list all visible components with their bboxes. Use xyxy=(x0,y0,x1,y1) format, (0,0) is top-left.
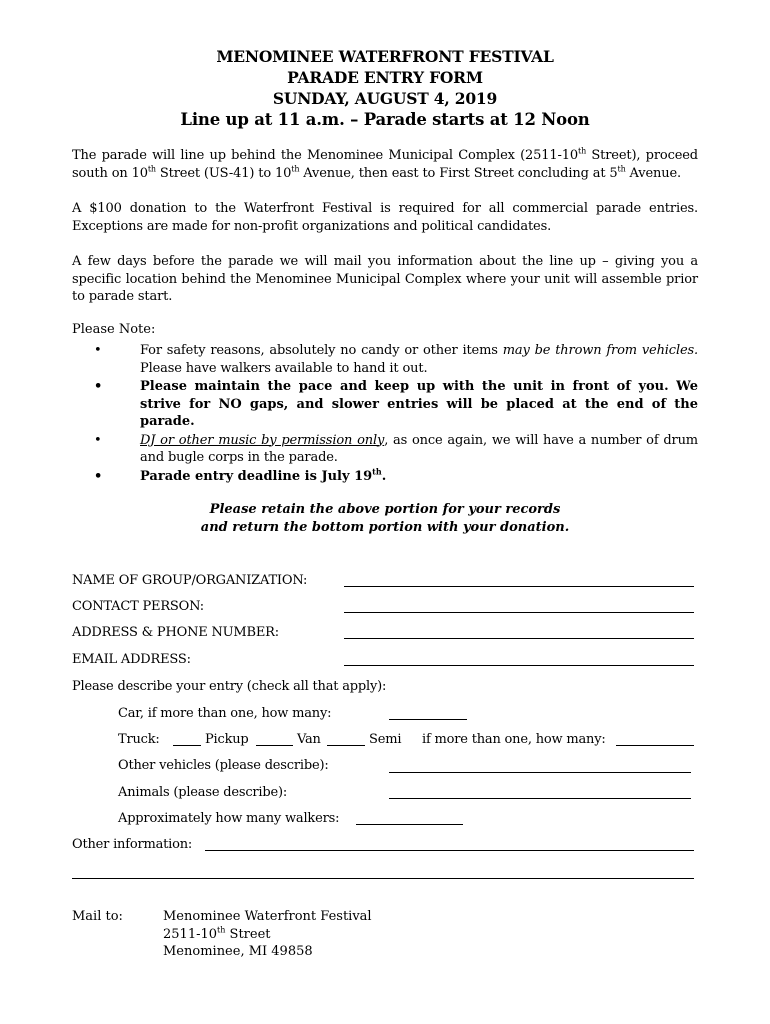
truck-count-field[interactable] xyxy=(616,745,694,746)
car-count-label: Car, if more than one, how many: xyxy=(118,706,332,721)
mailing-city: Menominee, MI 49858 xyxy=(163,944,313,959)
please-note-label: Please Note: xyxy=(72,322,156,337)
other-information-field[interactable] xyxy=(205,850,694,851)
contact-person-label: CONTACT PERSON: xyxy=(72,599,204,614)
notes-list xyxy=(72,342,698,486)
mail-info-paragraph: A few days before the parade we will mail you information about the line up – giving you a specific location behind the Menominee Municipal Complex where your unit will assemble prior to parade start. xyxy=(72,254,698,304)
van-check-field[interactable] xyxy=(256,745,293,746)
bullet-icon: • xyxy=(94,468,103,484)
mail-to-label: Mail to: xyxy=(72,909,123,924)
other-vehicles-label: Other vehicles (please describe): xyxy=(118,758,329,773)
route-paragraph: The parade will line up behind the Menominee Municipal Complex (2511-10th Street), proceed south on 10th Street (US-41) to 10th Avenue, then east to First Street concluding at 5th Avenue. xyxy=(72,146,698,181)
semi-check-field[interactable] xyxy=(327,745,365,746)
mailing-address xyxy=(163,908,372,961)
festival-title: MENOMINEE WATERFRONT FESTIVAL xyxy=(216,47,554,66)
email-address-label: EMAIL ADDRESS: xyxy=(72,652,191,667)
bullet-icon: • xyxy=(94,343,102,358)
list-item: • Parade entry deadline is July 19th. xyxy=(94,466,387,484)
other-information-field-line-2[interactable] xyxy=(72,878,694,879)
list-item: • For safety reasons, absolutely no candy or other items may be thrown from vehicles. Please have walkers available to hand it out. xyxy=(94,343,698,376)
animals-label: Animals (please describe): xyxy=(118,785,288,800)
animals-field[interactable] xyxy=(389,798,691,799)
form-title: PARADE ENTRY FORM xyxy=(287,68,483,87)
car-count-field[interactable] xyxy=(389,719,467,720)
truck-count-label: if more than one, how many: xyxy=(422,732,606,747)
group-name-label: NAME OF GROUP/ORGANIZATION: xyxy=(72,573,308,588)
mailing-name: Menominee Waterfront Festival xyxy=(163,909,372,924)
bullet-icon: • xyxy=(94,432,102,448)
address-phone-label: ADDRESS & PHONE NUMBER: xyxy=(72,625,279,640)
form-header xyxy=(0,46,770,130)
other-information-label: Other information: xyxy=(72,837,193,852)
retain-instructions: Please retain the above portion for your records and return the bottom portion with your donation. xyxy=(200,502,570,535)
walkers-count-field[interactable] xyxy=(356,824,463,825)
walkers-count-label: Approximately how many walkers: xyxy=(118,811,340,826)
describe-entry-label: Please describe your entry (check all that apply): xyxy=(72,679,387,694)
email-address-field[interactable] xyxy=(344,665,694,666)
list-item: • DJ or other music by permission only, as once again, we will have a number of drum and bugle corps in the parade. xyxy=(94,432,698,465)
mailing-street: 2511-10th Street xyxy=(163,925,271,942)
donation-paragraph: A $100 donation to the Waterfront Festival is required for all commercial parade entries. Exceptions are made for non-profit organizations and political candidates. xyxy=(72,201,698,234)
address-phone-field[interactable] xyxy=(344,638,694,639)
other-vehicles-field[interactable] xyxy=(389,772,691,773)
semi-label: Semi xyxy=(369,732,402,747)
event-times: Line up at 11 a.m. – Parade starts at 12 Noon xyxy=(180,110,590,129)
pickup-label: Pickup xyxy=(205,732,249,747)
event-date: SUNDAY, AUGUST 4, 2019 xyxy=(272,89,498,108)
van-label: Van xyxy=(297,732,321,747)
group-name-field[interactable] xyxy=(344,586,694,587)
pickup-check-field[interactable] xyxy=(173,745,201,746)
list-item: • Please maintain the pace and keep up with the unit in front of you. We strive for NO gaps, and slower entries will be placed at the end of the parade. xyxy=(94,379,698,429)
bullet-icon: • xyxy=(94,379,103,394)
contact-person-field[interactable] xyxy=(344,612,694,613)
truck-label: Truck: xyxy=(118,732,160,747)
